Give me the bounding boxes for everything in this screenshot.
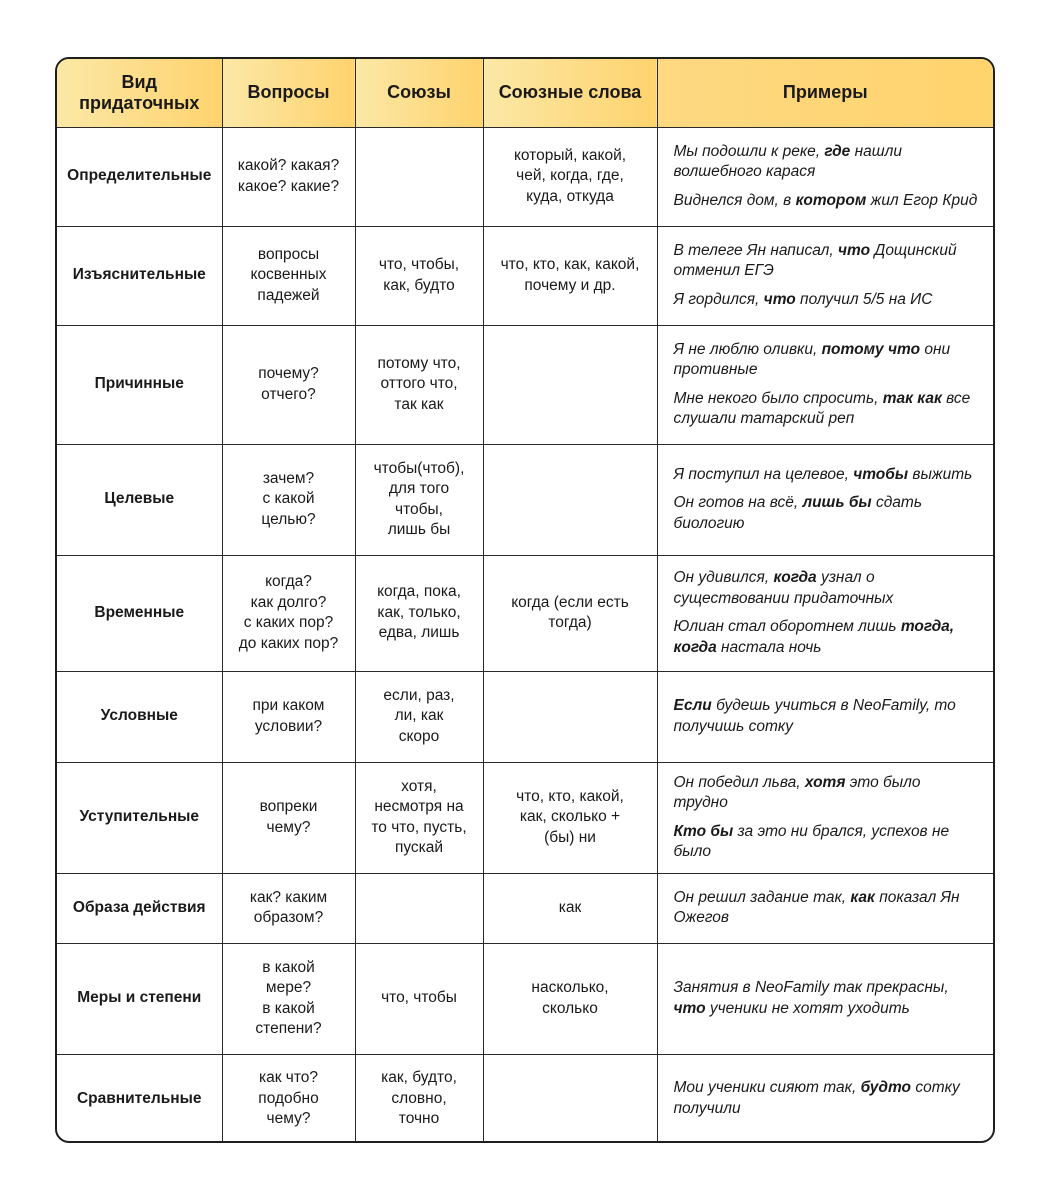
clause-questions: как? каким образом? [222,873,355,943]
example-text-after: узнал о существовании придаточных [673,569,894,607]
clause-examples [657,127,993,226]
header-examples: Примеры [657,59,993,127]
example-sentence [674,142,980,183]
clause-questions: почему? отчего? [222,325,355,444]
example-text-after: настала ночь [716,638,822,656]
clause-type: Причинные [57,325,222,444]
example-text-before: Он удивился, [673,569,774,586]
example-text-before: Он решил задание так, [673,888,851,906]
clause-examples [657,1054,993,1143]
clause-conjunctions: что, чтобы, как, будто [355,226,483,325]
clause-questions: вопреки чему? [222,762,355,873]
example-text-after: жил Егор Крид [866,191,978,209]
clause-conjunctive-words: что, кто, какой, как, сколько + (бы) ни [483,762,657,873]
example-sentence [674,773,980,814]
clause-questions: при каком условии? [222,671,355,762]
clause-conjunctive-words: что, кто, как, какой, почему и др. [483,226,657,325]
example-sentence [674,191,980,212]
table-row [57,444,993,555]
clause-type: Определительные [57,127,222,226]
example-keyword: что [673,999,706,1017]
example-keyword: лишь бы [802,494,872,512]
header-conjunctive-words: Союзные слова [483,59,657,127]
example-keyword: Если [673,697,712,714]
clause-type: Временные [57,555,222,671]
table-row [57,226,993,325]
example-keyword: потому что [821,340,921,358]
example-sentence [674,465,980,486]
example-keyword: котором [795,191,867,209]
table-row [57,762,993,873]
example-text-before: Я гордился, [673,290,764,308]
example-keyword: хотя [804,773,846,791]
example-text-after: получил 5/5 на ИС [795,290,933,308]
clause-examples [657,873,993,943]
clause-conjunctions [355,127,483,226]
clause-conjunctions: хотя, несмотря на то что, пусть, пускай [355,762,483,873]
clause-examples [657,226,993,325]
example-keyword: тогда, когда [673,618,955,656]
example-sentence [674,493,980,534]
table-row [57,1054,993,1143]
clause-conjunctions: когда, пока, как, только, едва, лишь [355,555,483,671]
example-sentence [674,241,980,282]
clause-type: Условные [57,671,222,762]
clause-type: Изъяснительные [57,226,222,325]
example-text-after: Дощинский отменил ЕГЭ [673,241,957,280]
table-row [57,127,993,226]
example-sentence [674,822,980,863]
example-text-after: выжить [908,465,973,483]
example-sentence [674,696,980,737]
clause-conjunctive-words: когда (если есть тогда) [483,555,657,671]
clause-type: Сравнительные [57,1054,222,1143]
header-type: Вид придаточных [57,59,222,127]
clause-type: Уступительные [57,762,222,873]
example-text-before: Занятия в NeoFamily так прекрасны, [673,979,949,996]
example-sentence [674,888,980,929]
example-text-before: Мне некого было спросить, [673,389,883,407]
example-text-before: Я поступил на целевое, [673,465,854,483]
table-row [57,325,993,444]
clause-conjunctive-words [483,671,657,762]
example-keyword: будто [860,1079,912,1097]
clause-conjunctive-words [483,444,657,555]
clause-examples [657,325,993,444]
table-row [57,555,993,671]
example-text-after: это было трудно [673,773,921,811]
clause-conjunctive-words [483,1054,657,1143]
header-row [57,59,993,127]
clause-examples [657,444,993,555]
example-sentence [674,340,980,381]
example-text-after: нашли волшебного карася [673,142,902,181]
example-text-after: будешь учиться в NeoFamily, то получишь сотку [673,697,956,735]
table-row [57,671,993,762]
example-sentence [674,617,980,658]
clause-conjunctive-words [483,325,657,444]
example-keyword: когда [773,569,817,586]
example-keyword: где [824,142,851,160]
table-header [57,59,993,127]
example-sentence [674,389,980,430]
clause-conjunctions: потому что, оттого что, так как [355,325,483,444]
clause-questions: вопросы косвенных падежей [222,226,355,325]
clause-examples [657,943,993,1054]
table-body [57,127,993,1143]
example-text-before: Мои ученики сияют так, [673,1079,861,1097]
example-sentence [674,290,980,311]
clause-examples [657,555,993,671]
example-keyword: чтобы [853,465,909,483]
example-sentence [674,568,980,609]
clause-type: Целевые [57,444,222,555]
clause-questions: как что? подобно чему? [222,1054,355,1143]
header-conjunctions: Союзы [355,59,483,127]
example-text-after: сдать биологию [673,494,922,532]
example-keyword: что [838,241,871,259]
example-keyword: так как [882,389,942,407]
clause-type: Меры и степени [57,943,222,1054]
header-questions: Вопросы [222,59,355,127]
example-text-after: все слушали татарский реп [673,389,971,427]
clause-conjunctions: если, раз, ли, как скоро [355,671,483,762]
example-text-after: они противные [673,340,951,378]
clause-conjunctions: как, будто, словно, точно [355,1054,483,1143]
clause-questions: когда? как долго? с каких пор? до каких пор? [222,555,355,671]
example-text-before: В телеге Ян написал, [673,241,838,259]
example-text-after: за это ни брался, успехов не было [673,822,950,860]
example-keyword: что [763,290,796,308]
example-text-after: показал Ян Ожегов [673,888,960,926]
clause-examples [657,671,993,762]
example-text-before: Он готов на всё, [673,494,803,512]
clause-conjunctions: чтобы(чтоб), для того чтобы, лишь бы [355,444,483,555]
table-row [57,873,993,943]
table-row [57,943,993,1054]
clause-conjunctions [355,873,483,943]
example-keyword: Кто бы [673,822,734,840]
clause-questions: какой? какая? какое? какие? [222,127,355,226]
example-text-before: Мы подошли к реке, [673,142,825,160]
example-text-after: ученики не хотят уходить [705,999,910,1017]
clause-questions: зачем? с какой целью? [222,444,355,555]
clause-questions: в какой мере? в какой степени? [222,943,355,1054]
clause-conjunctive-words: как [483,873,657,943]
example-text-before: Юлиан стал оборотнем лишь [673,618,901,635]
example-keyword: как [850,888,875,906]
subordinate-clauses-table [55,57,995,1143]
clause-examples [657,762,993,873]
example-text-after: сотку получили [673,1079,960,1117]
clauses-table [57,59,993,1143]
clause-conjunctive-words: который, какой, чей, когда, где, куда, откуда [483,127,657,226]
clause-type: Образа действия [57,873,222,943]
example-text-before: Виднелся дом, в [673,191,796,209]
example-text-before: Он победил льва, [673,773,805,791]
clause-conjunctions: что, чтобы [355,943,483,1054]
clause-conjunctive-words: насколько, сколько [483,943,657,1054]
example-text-before: Я не люблю оливки, [673,340,822,358]
example-sentence [674,1078,980,1119]
example-sentence [674,978,980,1019]
